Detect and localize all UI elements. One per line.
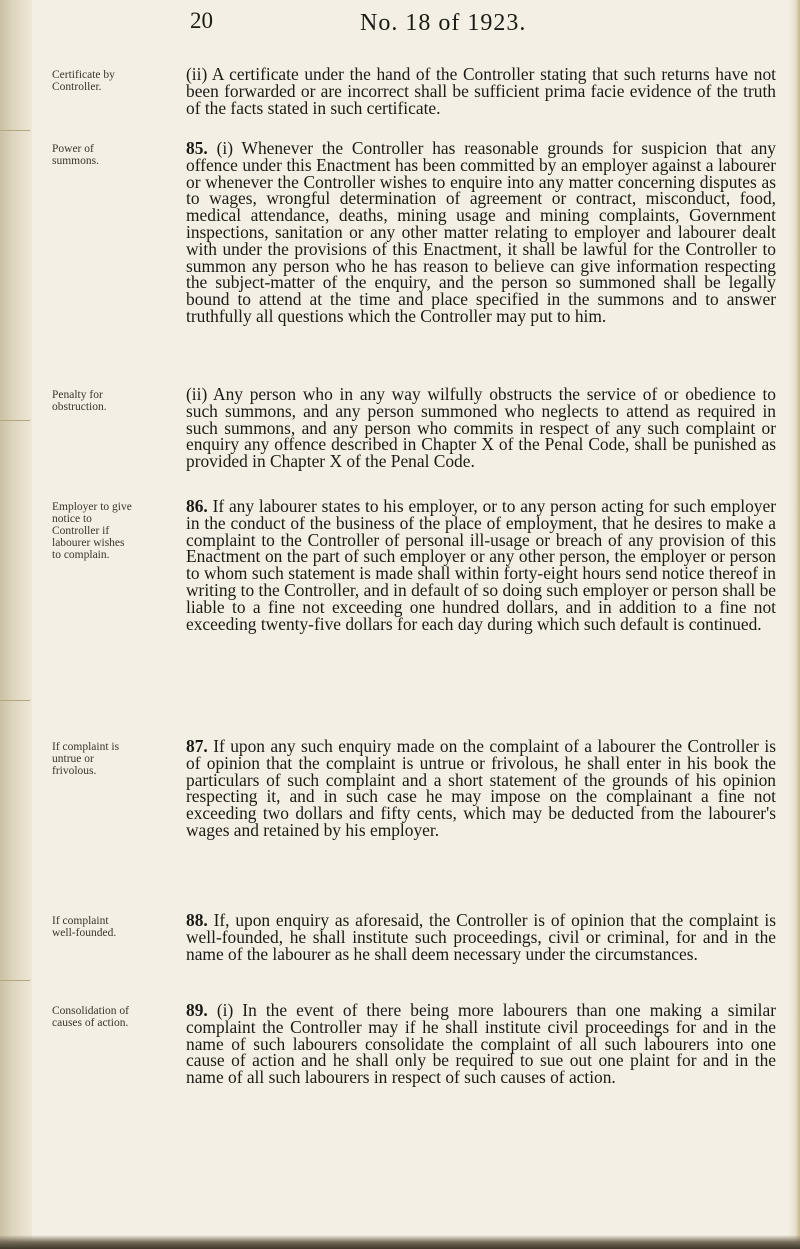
paragraph xyxy=(186,1002,776,1086)
paragraph-text: If any labourer states to his employer, or to any person acting for such employer in the conduct of the business of the place of employment, that he desires to make a complaint to the Controller of personal ill-usage or breach of any provision of this Enactment on the part of such employer or any other person, the employer or person to whom such statement is made shall within forty-eight hours send notice thereof in writing to the Controller, and in default of so doing such employer or person shall be liable to a fine not exceeding one hundred dollars, and in addition to a fine not exceeding twenty-five dollars for each day during which such default is continued. xyxy=(186,496,776,634)
paragraph-text: If, upon enquiry as aforesaid, the Controller is of opinion that the complaint is well-founded, he shall institute such proceedings, civil or criminal, for and in the name of the labourer as he shall deem necessary under the circumstances. xyxy=(186,910,776,964)
paragraph xyxy=(186,498,776,632)
section-number: 89. xyxy=(186,1000,208,1020)
paragraph-text: (i) In the event of there being more labourers than one making a similar complaint the Controller may if he shall institute civil proceedings for and in the name of such labourers consolidate the complaint of all such labourers into one cause of action and he shall only be required to sue out one plaint for and in the name of all such labourers in respect of such causes of action. xyxy=(186,1000,777,1088)
page-edge-shadow xyxy=(788,0,800,1249)
page-header xyxy=(180,8,600,48)
section-number: 88. xyxy=(186,910,208,930)
page-number: 20 xyxy=(190,8,213,33)
section-number: 86. xyxy=(186,496,208,516)
binding-line xyxy=(0,980,30,981)
paragraph xyxy=(186,738,776,839)
section-number: 87. xyxy=(186,736,208,756)
paragraph xyxy=(186,386,776,470)
binding-line xyxy=(0,700,30,701)
paragraph-text: (ii) A certificate under the hand of the Controller stating that such returns have not been forwarded or are incorrect shall be sufficient prima facie evidence of the truth of the facts stated in such certificate. xyxy=(186,64,776,118)
paragraph xyxy=(186,140,776,325)
margin-note: Consolidation of causes of action. xyxy=(52,1005,129,1029)
section-number: 85. xyxy=(186,138,208,158)
binding-line xyxy=(0,420,30,421)
paragraph xyxy=(186,66,776,116)
margin-note: Power of summons. xyxy=(52,143,99,167)
margin-note: Certificate by Controller. xyxy=(52,69,115,93)
paragraph-text: (i) Whenever the Controller has reasonable grounds for suspicion that any offence under this Enactment has been committed by an employer against a labourer or whenever the Controller wishes to enquire into any matter concerning disputes as to wages, wrongful determination of agreement or contract, misconduct, food, medical attendance, deaths, mining usage and mining complaints, Government inspections, sanitation or any other matter relating to employer and labourer dealt with under the provisions of this Enactment, it shall be lawful for the Controller to summon any person who he has reason to believe can give information respecting the subject-matter of the enquiry, and the person so summoned shall be legally bound to attend at the time and place specified in the summons and to answer truthfully all questions which the Controller may put to him. xyxy=(186,138,776,326)
bottom-edge-shadow xyxy=(0,1235,800,1249)
margin-note: If complaint is untrue or frivolous. xyxy=(52,741,120,777)
paragraph-text: If upon any such enquiry made on the complaint of a labourer the Controller is of opinion that the complaint is untrue or frivolous, he shall enter in his book the particulars of such complaint and a short statement of the grounds of his opinion respecting it, and in such case he may impose on the complainant a fine not exceeding two dollars and fifty cents, which may be deducted from the labourer's wages and retained by his employer. xyxy=(186,736,776,840)
binding-shadow xyxy=(0,0,32,1249)
margin-note: If complaint well-founded. xyxy=(52,915,117,939)
paragraph xyxy=(186,912,776,962)
paragraph-text: (ii) Any person who in any way wilfully obstructs the service of or obedience to such summons, and any person summoned who neglects to attend as required in such summons, and any person who commits in respect of any such complaint or enquiry any offence described in Chapter X of the Penal Code, shall be punished as provided in Chapter X of the Penal Code. xyxy=(186,384,776,472)
margin-note: Penalty for obstruction. xyxy=(52,389,107,413)
running-title: No. 18 of 1923. xyxy=(360,10,527,36)
margin-note: Employer to give notice to Controller if labourer wishes to complain. xyxy=(52,501,132,561)
binding-line xyxy=(0,130,30,131)
